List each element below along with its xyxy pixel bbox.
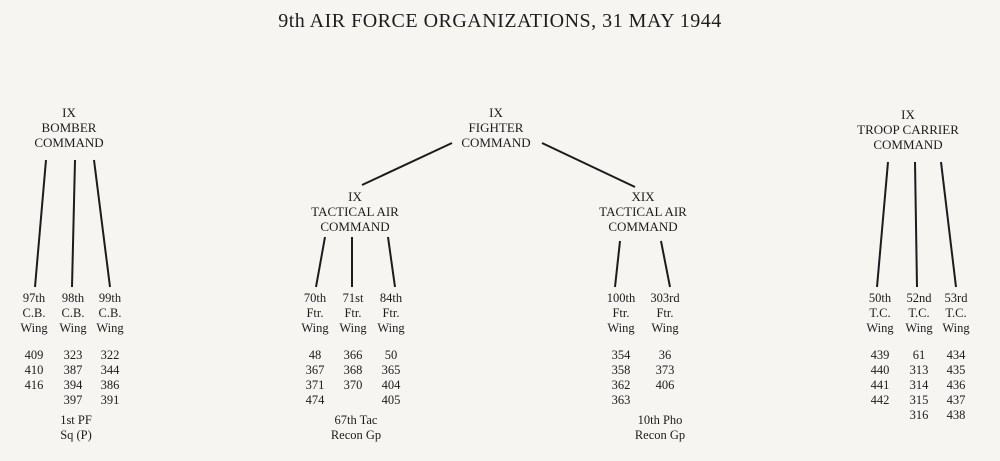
group-number: 474: [305, 393, 325, 407]
group-number: 322: [100, 348, 120, 362]
wing-label: Wing: [301, 321, 329, 335]
wing-label: Wing: [20, 321, 48, 335]
fighter-command-node: [461, 105, 530, 150]
connector-bomber-99: [94, 160, 110, 287]
wing-52nd: [905, 291, 932, 423]
bomber-command-line-1: IX: [62, 105, 76, 120]
group-number: 314: [909, 378, 929, 392]
wing-type: T.C.: [945, 306, 967, 320]
wing-type: C.B.: [98, 306, 122, 320]
note-line-1: 10th Pho: [637, 413, 683, 427]
wing-name: 99th: [98, 291, 122, 305]
group-number: 406: [655, 378, 675, 392]
group-number: 48: [308, 348, 322, 362]
wing-name: 52nd: [906, 291, 932, 305]
note-line-2: Recon Gp: [634, 428, 686, 442]
connector-troop-52: [915, 162, 917, 287]
wing-name: 84th: [379, 291, 403, 305]
ix-tac-line-3: COMMAND: [320, 219, 390, 234]
note-line-1: 1st PF: [60, 413, 92, 427]
wing-name: 71st: [342, 291, 364, 305]
bomber-command-line-2: BOMBER: [41, 120, 97, 135]
group-number: 436: [946, 378, 966, 392]
group-number: 435: [946, 363, 966, 377]
ix-tactical-air-command-node: [311, 189, 399, 234]
wing-name: 303rd: [650, 291, 680, 305]
note-line-2: Recon Gp: [330, 428, 382, 442]
troop-carrier-command-line-1: IX: [901, 107, 915, 122]
connector-bomber-97: [35, 160, 46, 287]
connector-fighter-ix: [362, 143, 452, 185]
wing-label: Wing: [942, 321, 970, 335]
troop-carrier-command-line-2: TROOP CARRIER: [857, 122, 959, 137]
fighter-command-line-1: IX: [489, 105, 503, 120]
group-number: 366: [343, 348, 363, 362]
group-number: 362: [611, 378, 631, 392]
fighter-command-line-3: COMMAND: [461, 135, 531, 150]
wing-type: C.B.: [22, 306, 46, 320]
group-number: 437: [946, 393, 966, 407]
group-number: 434: [946, 348, 966, 362]
connector-ixtac-70: [316, 237, 325, 287]
group-number: 441: [870, 378, 890, 392]
group-number: 373: [655, 363, 675, 377]
wing-type: Ftr.: [612, 306, 630, 320]
group-number: 365: [381, 363, 401, 377]
wing-50th: [866, 291, 893, 408]
wing-label: Wing: [59, 321, 87, 335]
connector-xixtac-303: [661, 241, 670, 287]
wing-name: 100th: [606, 291, 636, 305]
connector-bomber-98: [72, 160, 75, 287]
wing-99th: [96, 291, 123, 408]
wing-name: 50th: [868, 291, 892, 305]
connector-fighter-xix: [542, 143, 635, 187]
wing-303rd: [650, 291, 679, 393]
group-number: 323: [63, 348, 83, 362]
group-number: 410: [24, 363, 44, 377]
group-number: 368: [343, 363, 363, 377]
xix-tac-line-2: TACTICAL AIR: [599, 204, 687, 219]
group-number: 394: [63, 378, 83, 392]
connector-troop-53: [941, 162, 956, 287]
wing-type: Ftr.: [656, 306, 674, 320]
wing-84th: [377, 291, 404, 408]
group-number: 442: [870, 393, 890, 407]
group-number: 367: [305, 363, 325, 377]
xix-tac-line-1: XIX: [631, 189, 655, 204]
wing-100th: [607, 291, 635, 408]
group-number: 387: [63, 363, 83, 377]
xix-tac-line-3: COMMAND: [608, 219, 678, 234]
group-number: 409: [24, 348, 44, 362]
wing-label: Wing: [339, 321, 367, 335]
group-number: 344: [100, 363, 120, 377]
note-line-1: 67th Tac: [334, 413, 378, 427]
group-number: 370: [343, 378, 363, 392]
group-number: 36: [658, 348, 672, 362]
group-number: 315: [909, 393, 929, 407]
wing-type: T.C.: [869, 306, 891, 320]
group-number: 363: [611, 393, 631, 407]
connector-xixtac-100: [615, 241, 620, 287]
wing-name: 97th: [22, 291, 46, 305]
wing-type: C.B.: [61, 306, 85, 320]
wing-97th: [20, 291, 47, 393]
group-number: 404: [381, 378, 401, 392]
group-number: 438: [946, 408, 966, 422]
group-number: 440: [870, 363, 890, 377]
group-number: 358: [611, 363, 631, 377]
connector-troop-50: [877, 162, 888, 287]
bomber-command-node: [34, 105, 103, 150]
wing-label: Wing: [905, 321, 933, 335]
ix-tac-line-1: IX: [348, 189, 362, 204]
wing-70th: [301, 291, 328, 408]
wing-type: Ftr.: [306, 306, 324, 320]
group-number: 354: [611, 348, 631, 362]
bomber-command-line-3: COMMAND: [34, 135, 104, 150]
note-1st-pf-squadron: [60, 413, 92, 443]
group-number: 405: [381, 393, 401, 407]
wing-98th: [59, 291, 86, 408]
xix-tactical-air-command-node: [599, 189, 687, 234]
wing-type: Ftr.: [382, 306, 400, 320]
group-number: 50: [384, 348, 398, 362]
wing-name: 70th: [303, 291, 327, 305]
wing-label: Wing: [377, 321, 405, 335]
wing-type: Ftr.: [344, 306, 362, 320]
wing-name: 53rd: [944, 291, 968, 305]
ix-tac-line-2: TACTICAL AIR: [311, 204, 399, 219]
wing-53rd: [942, 291, 969, 423]
wing-label: Wing: [96, 321, 124, 335]
wing-label: Wing: [651, 321, 679, 335]
group-number: 391: [100, 393, 120, 407]
group-number: 397: [63, 393, 83, 407]
group-number: 316: [909, 408, 929, 422]
group-number: 313: [909, 363, 929, 377]
troop-carrier-command-node: [857, 107, 959, 152]
group-number: 386: [100, 378, 120, 392]
group-number: 61: [912, 348, 926, 362]
note-line-2: Sq (P): [60, 428, 92, 442]
wing-71st: [339, 291, 366, 393]
connector-ixtac-84: [388, 237, 395, 287]
group-number: 439: [870, 348, 890, 362]
wing-label: Wing: [866, 321, 894, 335]
fighter-command-line-2: FIGHTER: [468, 120, 524, 135]
troop-carrier-command-line-3: COMMAND: [873, 137, 943, 152]
group-number: 416: [24, 378, 44, 392]
note-10th-pho-recon: [635, 413, 685, 443]
note-67th-tac-recon: [331, 413, 381, 443]
wing-name: 98th: [61, 291, 85, 305]
wing-type: T.C.: [908, 306, 930, 320]
wing-label: Wing: [607, 321, 635, 335]
page-title: 9th AIR FORCE ORGANIZATIONS, 31 MAY 1944: [278, 10, 722, 32]
group-number: 371: [305, 378, 325, 392]
